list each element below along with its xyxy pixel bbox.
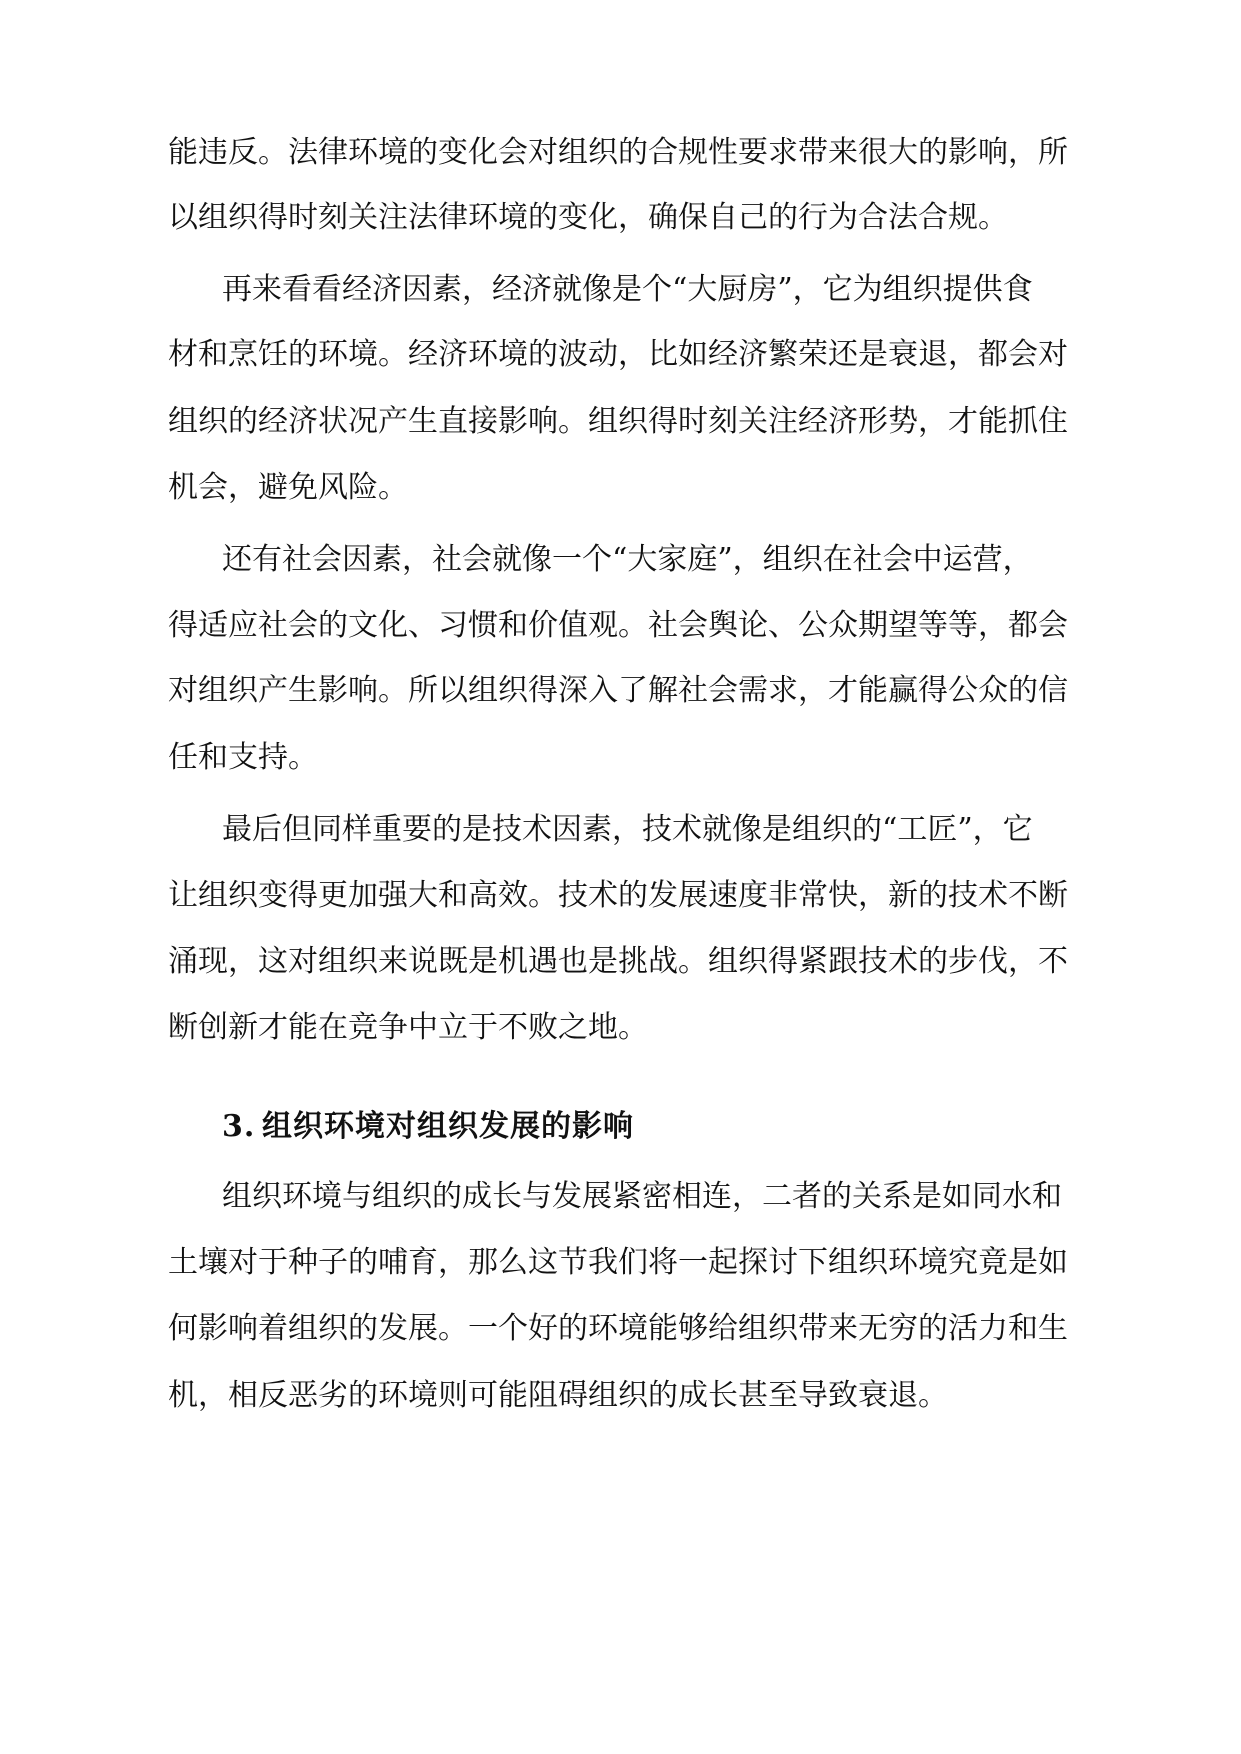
paragraph-line-text: 得适应社会的文化、习惯和价值观。社会舆论、公众期望等等，都会: [168, 608, 1068, 643]
paragraph-line: [0, 601, 1241, 651]
paragraph-line: [0, 733, 1241, 783]
paragraph-line: [0, 330, 1241, 380]
paragraph-line: [0, 193, 1241, 243]
paragraph-line: [0, 871, 1241, 921]
paragraph-line-text: 涌现，这对组织来说既是机遇也是挑战。组织得紧跟技术的步伐，不: [168, 944, 1068, 979]
paragraph-line: [0, 1172, 1241, 1222]
paragraph-line-text: 断创新才能在竞争中立于不败之地。: [168, 1010, 648, 1045]
paragraph-line: [0, 535, 1241, 585]
paragraph-line: [0, 1003, 1241, 1053]
paragraph-line-text: 何影响着组织的发展。一个好的环境能够给组织带来无穷的活力和生: [168, 1311, 1068, 1346]
paragraph-line-text: 再来看看经济因素，经济就像是个“大厨房”，它为组织提供食: [222, 272, 1033, 307]
paragraph-line: [0, 1371, 1241, 1421]
paragraph-line-text: 材和烹饪的环境。经济环境的波动，比如经济繁荣还是衰退，都会对: [168, 337, 1068, 372]
paragraph-line-text: 以组织得时刻关注法律环境的变化，确保自己的行为合法合规。: [168, 200, 1008, 235]
paragraph-line: [0, 1238, 1241, 1288]
paragraph-line-text: 任和支持。: [168, 740, 318, 775]
paragraph-line: [0, 265, 1241, 315]
paragraph-line-text: 能违反。法律环境的变化会对组织的合规性要求带来很大的影响，所: [168, 135, 1068, 170]
section-number: 3.: [222, 1109, 256, 1144]
paragraph-line: [0, 937, 1241, 987]
paragraph-line-text: 土壤对于种子的哺育，那么这节我们将一起探讨下组织环境究竟是如: [168, 1245, 1068, 1280]
section-title: 组织环境对组织发展的影响: [262, 1109, 634, 1144]
paragraph-line-text: 机会，避免风险。: [168, 470, 408, 505]
paragraph-line-text: 让组织变得更加强大和高效。技术的发展速度非常快，新的技术不断: [168, 878, 1068, 913]
paragraph-line: [0, 463, 1241, 513]
paragraph-line-text: 组织的经济状况产生直接影响。组织得时刻关注经济形势，才能抓住: [168, 404, 1068, 439]
paragraph-line-text: 还有社会因素，社会就像一个“大家庭”，组织在社会中运营，: [222, 542, 1033, 577]
paragraph-line: [0, 666, 1241, 716]
paragraph-line-text: 最后但同样重要的是技术因素，技术就像是组织的“工匠”，它: [222, 812, 1033, 847]
paragraph-line-text: 组织环境与组织的成长与发展紧密相连，二者的关系是如同水和: [222, 1179, 1062, 1214]
paragraph-line: [0, 397, 1241, 447]
section-heading: [0, 1102, 1241, 1152]
paragraph-line: [0, 805, 1241, 855]
paragraph-line-text: 对组织产生影响。所以组织得深入了解社会需求，才能赢得公众的信: [168, 673, 1068, 708]
paragraph-line-text: 机，相反恶劣的环境则可能阻碍组织的成长甚至导致衰退。: [168, 1378, 948, 1413]
paragraph-line: [0, 1304, 1241, 1354]
paragraph-line: [0, 128, 1241, 178]
